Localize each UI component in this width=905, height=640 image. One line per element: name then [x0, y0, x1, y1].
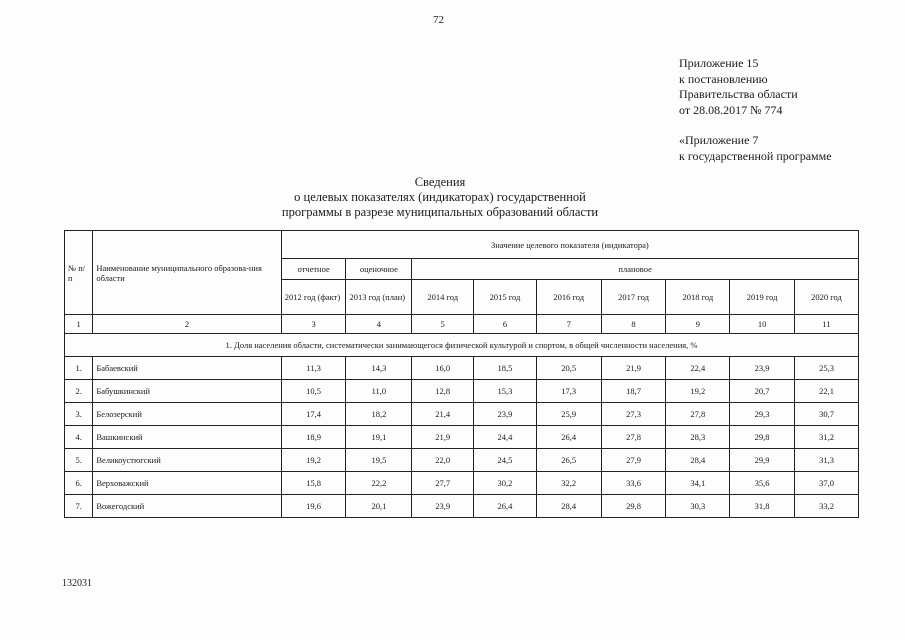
row-value: 24,4: [474, 426, 537, 449]
table-row: [65, 495, 859, 518]
appendix-line: «Приложение 7: [679, 133, 759, 147]
title-line: программы в разрезе муниципальных образований области: [281, 205, 599, 219]
appendix-line: к постановлению: [679, 71, 768, 86]
row-value: 33,6: [601, 472, 666, 495]
row-value: 19,6: [281, 495, 346, 518]
row-value: 19,5: [346, 449, 412, 472]
row-value: 27,8: [601, 426, 666, 449]
row-number: 2.: [65, 380, 93, 403]
row-name: Вожегодский: [93, 495, 281, 518]
row-value: 22,0: [412, 449, 474, 472]
row-value: 32,2: [536, 472, 601, 495]
row-value: 29,8: [730, 426, 795, 449]
row-value: 34,1: [666, 472, 730, 495]
header-year: 2014 год: [412, 280, 474, 315]
row-value: 12,8: [412, 380, 474, 403]
section-title: 1. Доля населения области, систематически занимающегося физической культурой и спортом, в общей численности населения, %: [65, 334, 859, 357]
appendix-header: [679, 56, 832, 164]
row-value: 26,4: [536, 426, 601, 449]
row-value: 17,3: [536, 380, 601, 403]
row-value: 21,9: [412, 426, 474, 449]
row-value: 30,7: [795, 403, 859, 426]
row-value: 11,3: [281, 357, 346, 380]
row-value: 31,8: [730, 495, 795, 518]
header-planned: плановое: [412, 259, 859, 280]
row-value: 30,2: [474, 472, 537, 495]
row-value: 19,2: [281, 449, 346, 472]
row-name: Бабаевский: [93, 357, 281, 380]
row-value: 21,9: [601, 357, 666, 380]
header-year: 2016 год: [536, 280, 601, 315]
row-value: 26,5: [536, 449, 601, 472]
row-value: 22,4: [666, 357, 730, 380]
column-number: 1: [65, 315, 93, 334]
table-row: [65, 380, 859, 403]
column-number: 3: [281, 315, 346, 334]
row-number: 4.: [65, 426, 93, 449]
appendix-line: к государственной программе: [679, 148, 832, 163]
title-line: о целевых показателях (индикаторах) государственной: [294, 190, 586, 204]
row-value: 28,3: [666, 426, 730, 449]
header-year: 2013 год (план): [346, 280, 412, 315]
row-number: 5.: [65, 449, 93, 472]
row-value: 20,7: [730, 380, 795, 403]
header-year: 2015 год: [474, 280, 537, 315]
row-value: 27,7: [412, 472, 474, 495]
appendix-line: Приложение 15: [679, 56, 759, 70]
table-row: [65, 449, 859, 472]
row-name: Бабушкинский: [93, 380, 281, 403]
row-name: Вашкинский: [93, 426, 281, 449]
header-report: отчетное: [281, 259, 346, 280]
appendix-line: от 28.08.2017 № 774: [679, 102, 783, 117]
row-value: 29,3: [730, 403, 795, 426]
row-value: 20,5: [536, 357, 601, 380]
row-value: 22,2: [346, 472, 412, 495]
row-number: 3.: [65, 403, 93, 426]
column-number: 11: [795, 315, 859, 334]
table-row: [65, 403, 859, 426]
row-value: 16,0: [412, 357, 474, 380]
header-num: № п/п: [65, 231, 93, 315]
appendix-line: Правительства области: [679, 87, 798, 101]
row-value: 18,5: [474, 357, 537, 380]
row-value: 31,3: [795, 449, 859, 472]
document-title: [250, 175, 630, 220]
table-row: [65, 357, 859, 380]
row-value: 28,4: [666, 449, 730, 472]
row-value: 11,0: [346, 380, 412, 403]
indicators-table: [64, 230, 859, 518]
row-value: 29,9: [730, 449, 795, 472]
row-value: 27,8: [666, 403, 730, 426]
row-value: 33,2: [795, 495, 859, 518]
row-value: 25,3: [795, 357, 859, 380]
column-number: 4: [346, 315, 412, 334]
header-estimate: оценочное: [346, 259, 412, 280]
row-number: 7.: [65, 495, 93, 518]
title-line: Сведения: [414, 175, 466, 189]
row-value: 19,1: [346, 426, 412, 449]
row-number: 1.: [65, 357, 93, 380]
column-number: 8: [601, 315, 666, 334]
row-value: 29,8: [601, 495, 666, 518]
row-value: 27,9: [601, 449, 666, 472]
header-year: 2020 год: [795, 280, 859, 315]
row-name: Великоустюгский: [93, 449, 281, 472]
row-value: 14,3: [346, 357, 412, 380]
table-row: [65, 426, 859, 449]
row-value: 18,9: [281, 426, 346, 449]
column-number: 9: [666, 315, 730, 334]
row-value: 19,2: [666, 380, 730, 403]
row-value: 23,9: [474, 403, 537, 426]
row-value: 26,4: [474, 495, 537, 518]
column-number: 6: [474, 315, 537, 334]
row-value: 35,6: [730, 472, 795, 495]
header-year: 2017 год: [601, 280, 666, 315]
row-value: 28,4: [536, 495, 601, 518]
row-value: 17,4: [281, 403, 346, 426]
header-year: 2018 год: [666, 280, 730, 315]
header-name: Наименование муниципального образова-ния области: [93, 231, 281, 315]
row-value: 22,1: [795, 380, 859, 403]
row-value: 18,7: [601, 380, 666, 403]
row-number: 6.: [65, 472, 93, 495]
row-value: 31,2: [795, 426, 859, 449]
column-number: 7: [536, 315, 601, 334]
row-value: 15,8: [281, 472, 346, 495]
row-value: 30,3: [666, 495, 730, 518]
row-value: 24,5: [474, 449, 537, 472]
row-value: 23,9: [730, 357, 795, 380]
row-value: 27,3: [601, 403, 666, 426]
column-number: 2: [93, 315, 281, 334]
row-value: 10,5: [281, 380, 346, 403]
row-name: Белозерский: [93, 403, 281, 426]
row-value: 23,9: [412, 495, 474, 518]
row-value: 37,0: [795, 472, 859, 495]
row-value: 21,4: [412, 403, 474, 426]
column-number: 5: [412, 315, 474, 334]
table-row: [65, 472, 859, 495]
footer-code: 132031: [62, 578, 92, 589]
row-value: 25,9: [536, 403, 601, 426]
row-value: 15,3: [474, 380, 537, 403]
header-value: Значение целевого показателя (индикатора): [281, 231, 858, 259]
row-value: 18,2: [346, 403, 412, 426]
column-number: 10: [730, 315, 795, 334]
page-number: 72: [433, 14, 444, 26]
row-value: 20,1: [346, 495, 412, 518]
header-year: 2012 год (факт): [281, 280, 346, 315]
row-name: Верховажский: [93, 472, 281, 495]
header-year: 2019 год: [730, 280, 795, 315]
